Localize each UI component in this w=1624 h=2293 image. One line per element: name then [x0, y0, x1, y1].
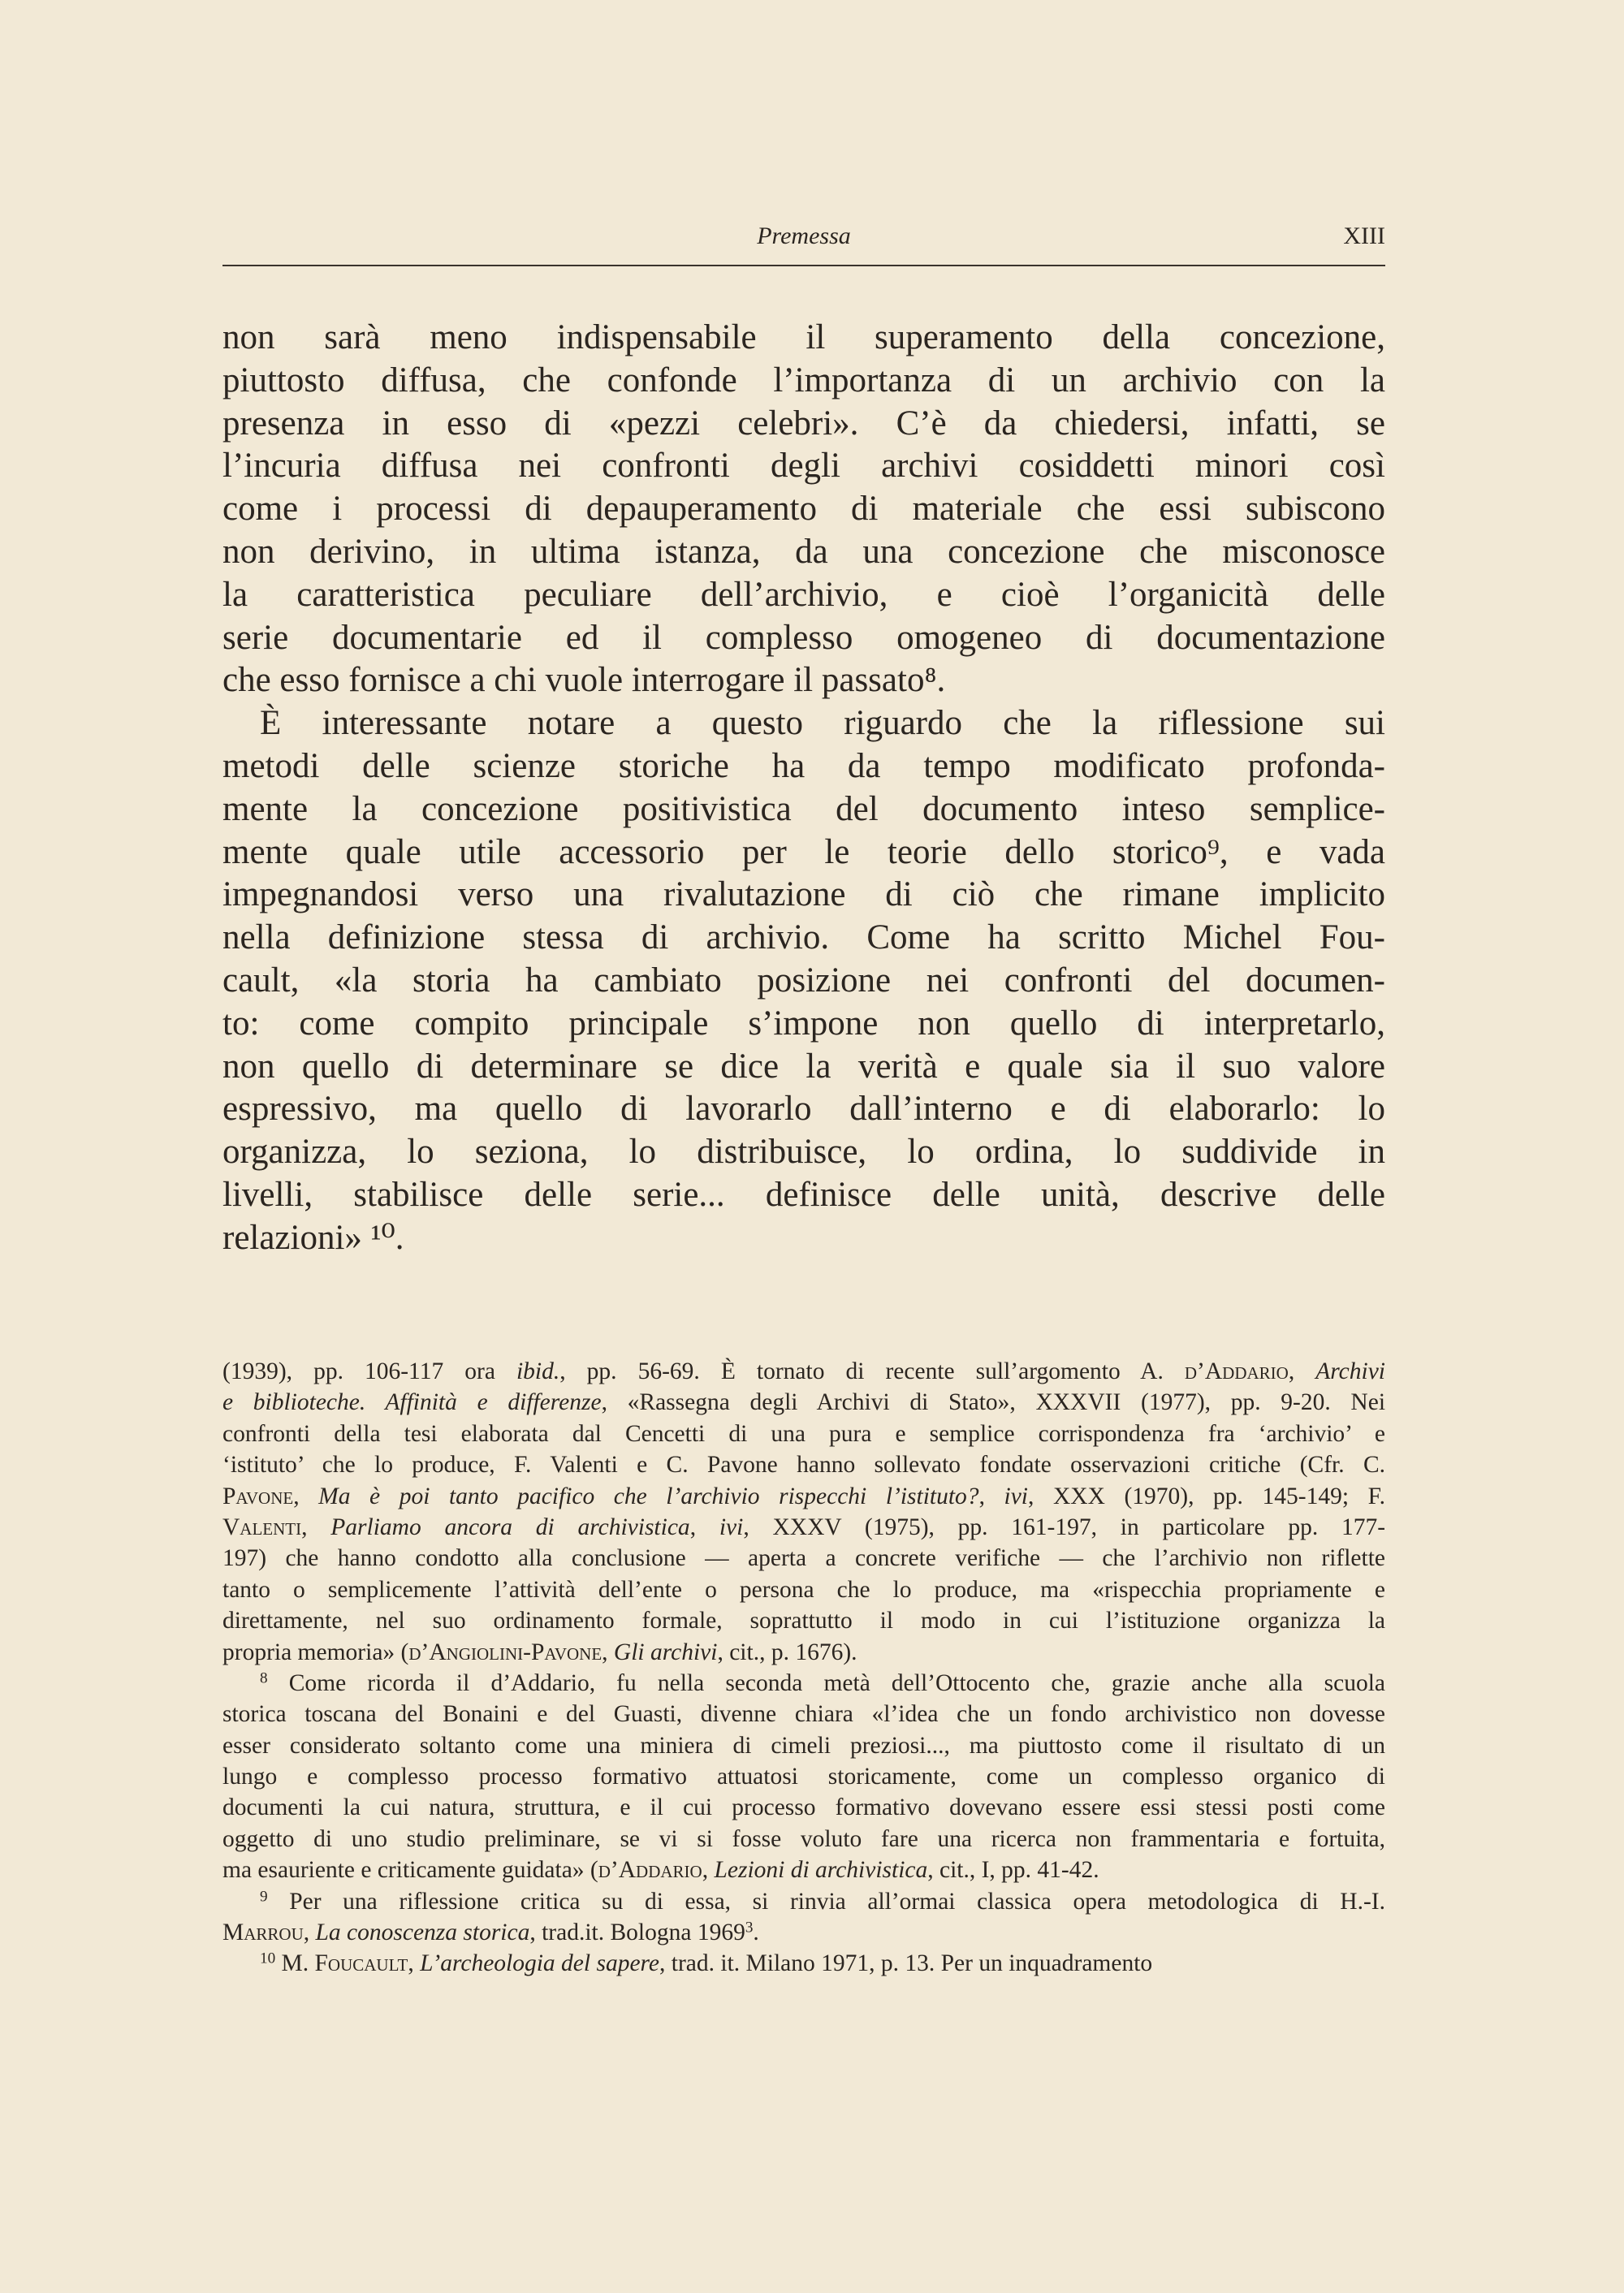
- footnote-text: d’Addario: [1184, 1358, 1289, 1384]
- footnote-text: esser considerato soltanto come una miniera di cimeli preziosi..., ma piuttosto come il risultato di un: [222, 1732, 1385, 1759]
- footnote-line: [222, 1356, 1385, 1387]
- footnote-line: [222, 1543, 1385, 1574]
- footnote-text: oggetto di uno studio preliminare, se vi si fosse voluto fare una ricerca non frammentaria e fortuita,: [222, 1825, 1385, 1852]
- body-text-line: l’incuria diffusa nei confronti degli archivi cosiddetti minori così: [222, 447, 1385, 486]
- footnotes: [222, 1356, 1385, 1980]
- footnote-marker: 3: [745, 1919, 754, 1937]
- footnote-text: ivi: [1004, 1483, 1029, 1509]
- body-text-line: nella definizione stessa di archivio. Come ha scritto Michel Fou-: [222, 918, 1385, 957]
- body-text-line: non derivino, in ultima istanza, da una concezione che misconosce: [222, 532, 1385, 571]
- footnote-text: Valenti: [222, 1514, 302, 1540]
- footnote-text: Ma è poi tanto pacifico che l’archivio rispecchi l’istituto?: [318, 1483, 979, 1509]
- footnote-text: , «Rassegna degli Archivi di Stato», XXXVII (1977), pp. 9-20. Nei: [601, 1389, 1386, 1416]
- footnote-line: [222, 1449, 1385, 1480]
- footnote-text: e biblioteche. Affinità e differenze: [222, 1389, 602, 1416]
- footnote-text: ivi: [719, 1514, 744, 1540]
- body-text-line: come i processi di depauperamento di materiale che essi subiscono: [222, 490, 1385, 529]
- footnote-line: [222, 1605, 1385, 1636]
- footnote-text: d’Angiolini-Pavone: [408, 1639, 603, 1665]
- footnote-line: [222, 1917, 1385, 1948]
- footnote-line: [222, 1419, 1385, 1449]
- footnote-text: ,: [602, 1639, 614, 1665]
- body-text-line: non sarà meno indispensabile il superamento della concezione,: [222, 318, 1385, 356]
- body-text-line: È interessante notare a questo riguardo che la riflessione sui: [260, 704, 1385, 743]
- footnote-text: ,: [301, 1514, 331, 1540]
- footnote-text: ‘istituto’ che lo produce, F. Valenti e C. Pavone hanno sollevato fondate osservazioni critiche (Cfr. C.: [222, 1452, 1385, 1479]
- footnote-text: Come ricorda il d’Addario, fu nella seconda metà dell’Ottocento che, grazie anche alla scuola: [267, 1669, 1385, 1696]
- footnote-line: [222, 1855, 1385, 1885]
- footnote-text: L’archeologia del sapere: [420, 1950, 660, 1977]
- footnote-text: ,: [689, 1514, 719, 1540]
- running-title: Premessa: [757, 222, 851, 249]
- body-text-line: presenza in esso di «pezzi celebri». C’è da chiedersi, infatti, se: [222, 404, 1385, 443]
- body-text-line: mente la concezione positivistica del documento inteso semplice-: [222, 789, 1385, 828]
- body-text-line: serie documentarie ed il complesso omogeneo di documentazione: [222, 618, 1385, 657]
- footnote-line: [222, 1761, 1385, 1792]
- footnote-text: documenti la cui natura, struttura, e il cui processo formativo dovevano essere essi stessi posti come: [222, 1794, 1385, 1821]
- page-header: [222, 219, 1385, 266]
- footnote-text: , pp. 56-69. È tornato di recente sull’argomento A.: [559, 1358, 1185, 1384]
- footnote-line: [222, 1824, 1385, 1855]
- body-text-line: piuttosto diffusa, che confonde l’importanza di un archivio con la: [222, 361, 1385, 399]
- footnote-text: storica toscana del Bonaini e del Guasti, divenne chiara «l’idea che un fondo archivistico non dovesse: [222, 1701, 1385, 1728]
- footnote-text: (1939), pp. 106-117 ora: [222, 1358, 516, 1384]
- footnote-text: d’Addario: [598, 1857, 702, 1884]
- body-text-line: relazioni» ¹⁰.: [222, 1218, 404, 1257]
- footnote-line: [222, 1574, 1385, 1605]
- body-text-line: che esso fornisce a chi vuole interrogare il passato⁸.: [222, 661, 946, 700]
- body-text-line: impegnandosi verso una rivalutazione di ciò che rimane implicito: [222, 875, 1385, 914]
- footnote-text: Archivi: [1315, 1358, 1385, 1384]
- footnote-text: tanto o semplicemente l’attività dell’ente o persona che lo produce, ma «rispecchia propriamente e: [222, 1576, 1385, 1603]
- footnote-marker: 8: [260, 1669, 268, 1687]
- footnote-text: Pavone: [222, 1483, 294, 1509]
- footnote-text: Foucault: [314, 1950, 408, 1977]
- footnote-text: M.: [275, 1950, 315, 1977]
- footnote-text: Marrou: [222, 1919, 304, 1946]
- footnote-text: La conoscenza storica: [315, 1919, 530, 1946]
- body-text: [222, 317, 1385, 1260]
- footnote-text: Parliamo ancora di archivistica: [330, 1514, 690, 1540]
- footnote-line: [222, 1886, 1385, 1917]
- body-text-line: la caratteristica peculiare dell’archivio, e cioè l’organicità delle: [222, 575, 1385, 614]
- footnote-text: ,: [1288, 1358, 1316, 1384]
- footnote-text: ,: [702, 1857, 715, 1884]
- footnote-text: ,: [293, 1483, 319, 1509]
- body-text-line: mente quale utile accessorio per le teorie dello storico⁹, e vada: [222, 832, 1385, 871]
- footnote-text: Per una riflessione critica su di essa, si rinvia all’ormai classica opera metodologica di H.-I.: [267, 1888, 1385, 1915]
- footnote-text: 197) che hanno condotto alla conclusione — aperta a concrete verifiche — che l’archivio non riflette: [222, 1545, 1385, 1572]
- body-text-line: non quello di determinare se dice la verità e quale sia il suo valore: [222, 1047, 1385, 1086]
- footnote-text: , cit., p. 1676).: [717, 1639, 857, 1665]
- footnote-text: ,: [303, 1919, 316, 1946]
- footnote-text: , XXX (1970), pp. 145-149; F.: [1028, 1483, 1386, 1509]
- footnote-text: Gli archivi: [613, 1639, 718, 1665]
- footnote-text: , trad. it. Milano 1971, p. 13. Per un inquadramento: [659, 1950, 1153, 1977]
- footnote-text: .: [753, 1919, 759, 1946]
- footnote-text: , XXXV (1975), pp. 161-197, in particolare pp. 177-: [743, 1514, 1386, 1540]
- footnote-line: [222, 1948, 1385, 1979]
- body-text-line: cault, «la storia ha cambiato posizione nei confronti del documen-: [222, 961, 1385, 1000]
- footnote-text: direttamente, nel suo ordinamento formale, soprattutto il modo in cui l’istituzione organizza la: [222, 1608, 1385, 1634]
- footnote-line: [222, 1637, 1385, 1668]
- footnote-line: [222, 1730, 1385, 1761]
- footnote-marker: 10: [260, 1950, 276, 1967]
- footnote-line: [222, 1387, 1385, 1418]
- footnote-text: ma esauriente e criticamente guidata» (: [222, 1857, 598, 1884]
- body-text-line: livelli, stabilisce delle serie... definisce delle unità, descrive delle: [222, 1175, 1385, 1214]
- footnote-text: ,: [978, 1483, 1004, 1509]
- footnote-text: propria memoria» (: [222, 1639, 409, 1665]
- footnote-text: confronti della tesi elaborata dal Cencetti di una pura e semplice corrispondenza fra ‘archivio’ e: [222, 1420, 1385, 1447]
- footnote-text: ,: [408, 1950, 421, 1977]
- footnote-text: lungo e complesso processo formativo attuatosi storicamente, come un complesso organico di: [222, 1764, 1385, 1790]
- footnote-text: , trad.it. Bologna 1969: [529, 1919, 745, 1946]
- footnote-text: , cit., I, pp. 41-42.: [927, 1857, 1099, 1884]
- body-text-line: espressivo, ma quello di lavorarlo dall’interno e di elaborarlo: lo: [222, 1090, 1385, 1129]
- footnote-line: [222, 1481, 1385, 1512]
- footnote-line: [222, 1792, 1385, 1823]
- footnote-text: ibid.: [516, 1358, 560, 1384]
- body-text-line: metodi delle scienze storiche ha da tempo modificato profonda-: [222, 746, 1385, 785]
- body-text-line: to: come compito principale s’impone non quello di interpretarlo,: [222, 1004, 1385, 1043]
- footnote-text: Lezioni di archivistica: [714, 1857, 928, 1884]
- footnote-marker: 9: [260, 1888, 268, 1906]
- footnote-line: [222, 1699, 1385, 1729]
- page-number: XIII: [1343, 222, 1385, 249]
- footnote-line: [222, 1668, 1385, 1699]
- footnote-line: [222, 1512, 1385, 1543]
- body-text-line: organizza, lo seziona, lo distribuisce, lo ordina, lo suddivide in: [222, 1133, 1385, 1172]
